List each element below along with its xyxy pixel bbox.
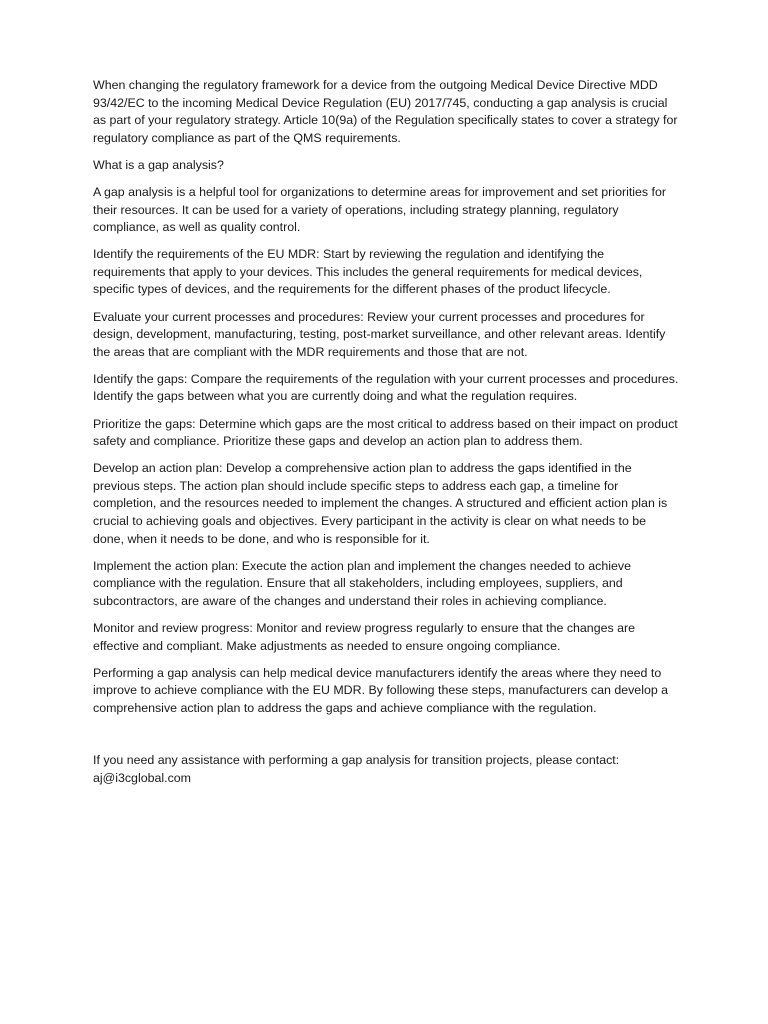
conclusion-paragraph: Performing a gap analysis can help medical device manufacturers identify the areas where they need to improve to achieve compliance with the EU MDR. By following these steps, manufacturers can develop a comprehensive action plan to address the gaps and achieve compliance with the regulation.	[93, 665, 669, 715]
document-body	[93, 77, 679, 788]
step-evaluate-processes: Evaluate your current processes and procedures: Review your current processes and procedures for design, development, manufacturing, testing, post-market surveillance, and other relevant areas. Identify the areas that are compliant with the MDR requirements and those that are not.	[93, 309, 666, 359]
definition-paragraph: A gap analysis is a helpful tool for organizations to determine areas for improvement and set priorities for their resources. It can be used for a variety of operations, including strategy planning, regulatory compliance, as well as quality control.	[93, 184, 667, 235]
step-develop-action-plan: Develop an action plan: Develop a comprehensive action plan to address the gaps identified in the previous steps. The action plan should include specific steps to address each gap, a timeline for completion, and the resources needed to implement the changes. A structured and efficient action plan is crucial to achieving goals and objectives. Every participant in the activity is clear on what needs to be done, when it needs to be done, and who is responsible for it.	[93, 461, 668, 546]
step-monitor-progress: Monitor and review progress: Monitor and review progress regularly to ensure that the changes are effective and compliant. Make adjustments as needed to ensure ongoing compliance.	[93, 620, 636, 653]
step-identify-requirements: Identify the requirements of the EU MDR: Start by reviewing the regulation and identifying the requirements that apply to your devices. This includes the general requirements for medical devices, specific types of devices, and the requirements for the different phases of the product lifecycle.	[93, 247, 643, 297]
section-question: What is a gap analysis?	[93, 157, 224, 172]
contact-email[interactable]: aj@i3cglobal.com	[93, 771, 191, 785]
step-identify-gaps: Identify the gaps: Compare the requirements of the regulation with your current processes and procedures. Identify the gaps between what you are currently doing and what the regulation requires.	[93, 371, 679, 404]
step-implement-action-plan: Implement the action plan: Execute the action plan and implement the changes needed to achieve compliance with the regulation. Ensure that all stakeholders, including employees, suppliers, and subcontractors, are aware of the changes and understand their roles in achieving compliance.	[93, 558, 631, 608]
contact-text: If you need any assistance with performing a gap analysis for transition projects, please contact:	[93, 753, 620, 768]
intro-paragraph: When changing the regulatory framework for a device from the outgoing Medical Device Directive MDD 93/42/EC to the incoming Medical Device Regulation (EU) 2017/745, conducting a gap analysis is crucial as part of your regulatory strategy. Article 10(9a) of the Regulation specifically states to cover a strategy for regulatory compliance as part of the QMS requirements.	[93, 78, 678, 145]
contact-paragraph	[93, 752, 679, 787]
step-prioritize-gaps: Prioritize the gaps: Determine which gaps are the most critical to address based on their impact on product safety and compliance. Prioritize these gaps and develop an action plan to address them.	[93, 416, 678, 449]
